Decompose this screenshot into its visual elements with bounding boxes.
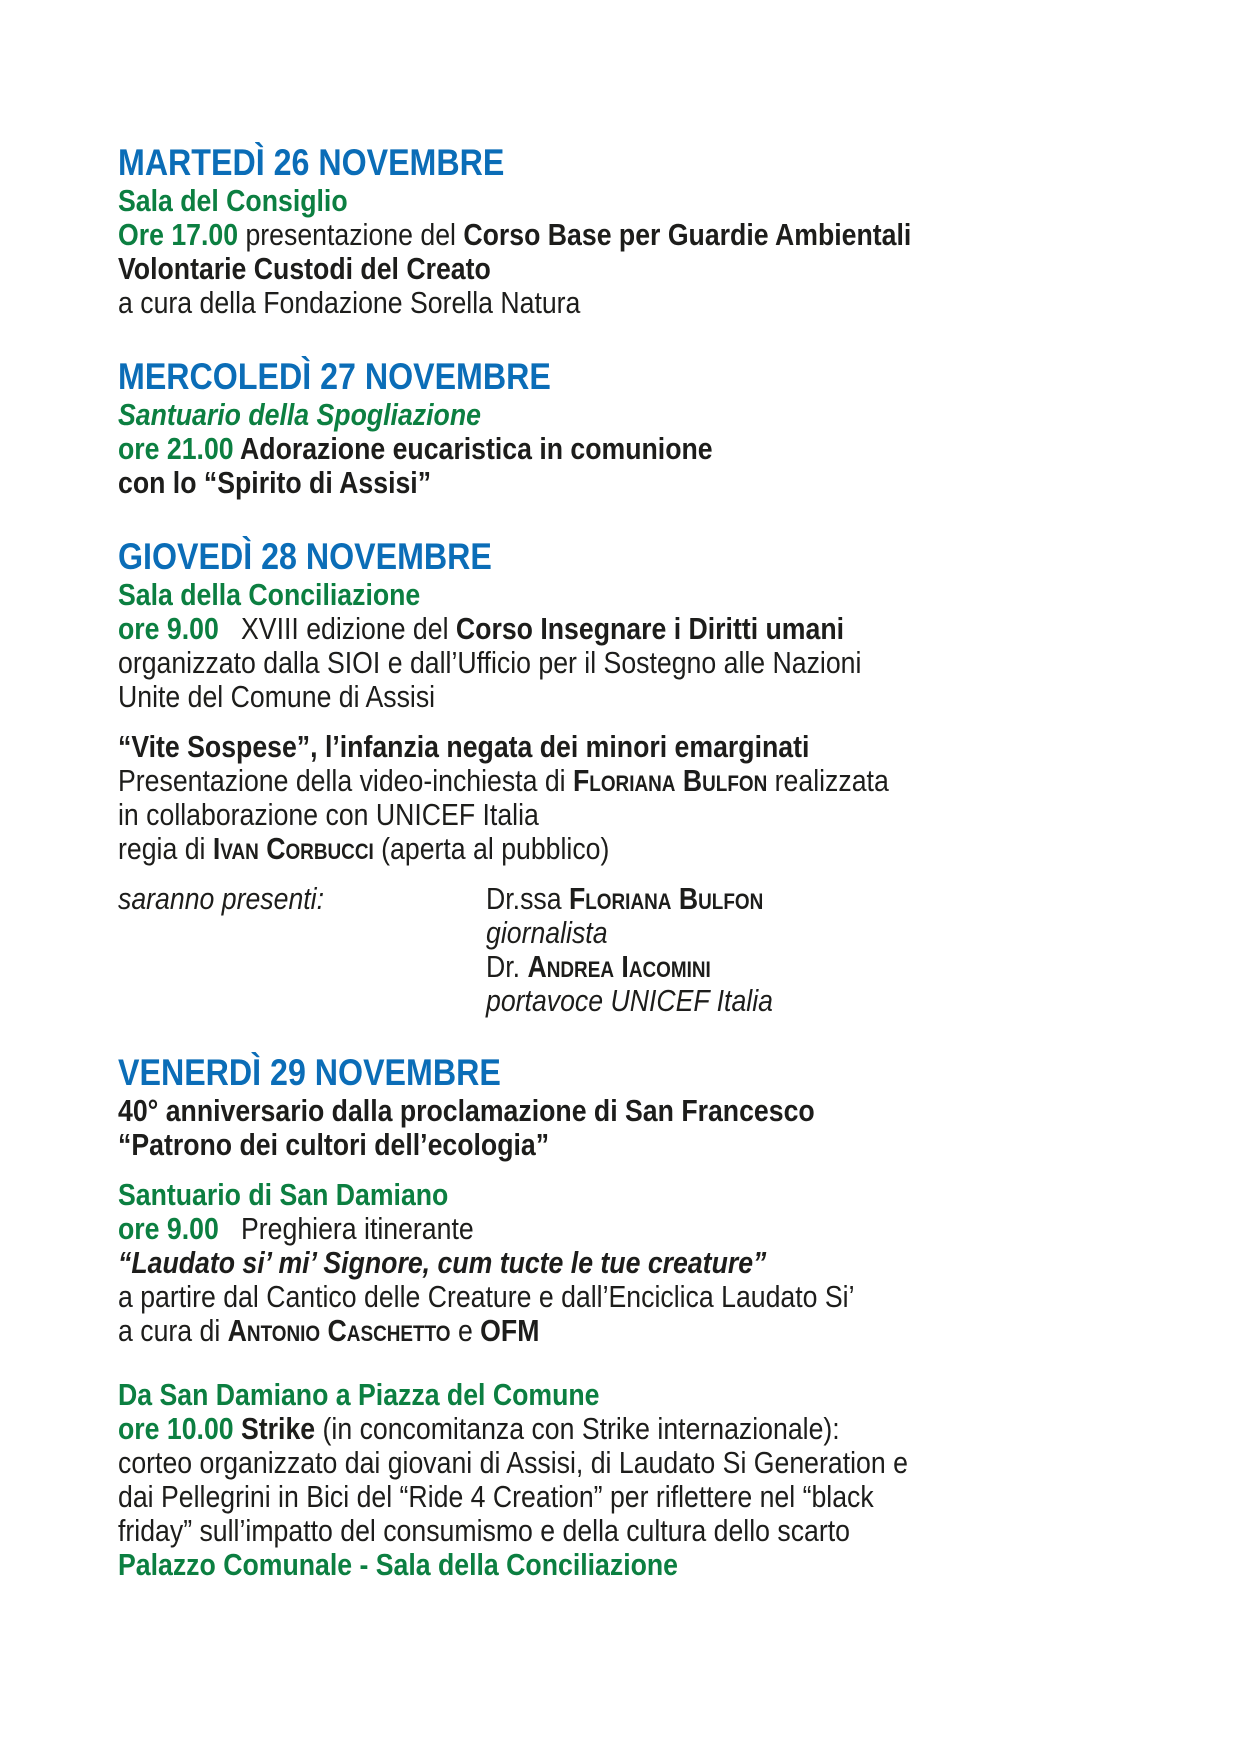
venue-label: Santuario della Spogliazione [118, 397, 481, 432]
speakers-list [486, 882, 1241, 1018]
event-time: ore 9.00 [118, 611, 219, 646]
event-time: ore 10.00 [118, 1411, 234, 1446]
event-line [118, 1212, 1184, 1246]
event-line [118, 1412, 1184, 1446]
day-section-26 [118, 142, 1178, 320]
event-time: ore 9.00 [118, 1211, 219, 1246]
venue-label: Sala della Conciliazione [118, 577, 421, 612]
speaker-prefix: Dr. [486, 949, 528, 984]
event-organizer: a cura della Fondazione Sorella Natura [118, 285, 581, 320]
person-name: Andrea Iacomini [527, 949, 711, 984]
event2-text: realizzata [767, 763, 889, 798]
event-time: Ore 17.00 [118, 217, 239, 252]
speaker-role: giornalista [486, 915, 608, 950]
event-description: friday” sull’impatto del consumismo e della cultura dello scarto [118, 1513, 850, 1548]
event2-line: in collaborazione con UNICEF Italia [118, 797, 539, 832]
event-text: presentazione del [238, 217, 464, 252]
event-quote: “Laudato si’ mi’ Signore, cum tucte le tue creature” [118, 1245, 767, 1280]
venue-label: Santuario di San Damiano [118, 1177, 449, 1212]
day-heading: VENERDÌ 29 NOVEMBRE [118, 1052, 501, 1093]
event-line [118, 218, 1184, 252]
person-name: Floriana Bulfon [572, 763, 768, 798]
event-organizer-cont: Unite del Comune di Assisi [118, 679, 436, 714]
speakers-block [118, 882, 1178, 1022]
event-line [118, 612, 1184, 646]
speakers-label: saranno presenti: [118, 881, 325, 916]
event-text: e [450, 1313, 481, 1348]
speaker-prefix: Dr.ssa [486, 881, 569, 916]
venue-label: Da San Damiano a Piazza del Comune [118, 1377, 600, 1412]
event-organizer: organizzato dalla SIOI e dall’Ufficio per il Sostegno alle Nazioni [118, 645, 862, 680]
event-text: XVIII edizione del [218, 611, 456, 646]
event-title: Corso Base per Guardie Ambientali [463, 217, 912, 252]
event-title: Corso Insegnare i Diritti umani [455, 611, 845, 646]
event-title-cont: Volontarie Custodi del Creato [118, 251, 491, 286]
event-title: Strike [233, 1411, 316, 1446]
venue-label: Sala del Consiglio [118, 183, 348, 218]
event2-text: Presentazione della video-inchiesta di [118, 763, 573, 798]
event2-text: (aperta al pubblico) [373, 831, 610, 866]
speaker-name [486, 882, 1241, 916]
day-heading: GIOVEDÌ 28 NOVEMBRE [118, 536, 492, 577]
event-description: dai Pellegrini in Bici del “Ride 4 Creation” per riflettere nel “black [118, 1479, 874, 1514]
event-title: Adorazione eucaristica in comunione [233, 431, 713, 466]
person-name: Ivan Corbucci [212, 831, 374, 866]
event-text: (in concomitanza con Strike internazionale): [315, 1411, 840, 1446]
day-subtitle: 40° anniversario dalla proclamazione di San Francesco [118, 1093, 815, 1128]
event2-title: “Vite Sospese”, l’infanzia negata dei minori emarginati [118, 729, 810, 764]
event2-text: regia di [118, 831, 213, 866]
event-title-cont: con lo “Spirito di Assisi” [118, 465, 432, 500]
venue-end-label: Palazzo Comunale - Sala della Conciliazione [118, 1547, 679, 1582]
event-description: a partire dal Cantico delle Creature e dall’Enciclica Laudato Si’ [118, 1279, 855, 1314]
event-description: corteo organizzato dai giovani di Assisi, di Laudato Si Generation e [118, 1445, 908, 1480]
day-section-29 [118, 1052, 1178, 1582]
day-heading: MARTEDÌ 26 NOVEMBRE [118, 142, 505, 183]
event-line [118, 432, 1184, 466]
person-name: Floriana Bulfon [568, 881, 764, 916]
speaker-role: portavoce UNICEF Italia [486, 983, 773, 1018]
event-organizer [118, 1314, 1184, 1348]
event2-line [118, 764, 1184, 798]
day-section-28 [118, 536, 1178, 1022]
event-text: a cura di [118, 1313, 228, 1348]
person-name: Antonio Caschetto [227, 1313, 451, 1348]
day-heading: MERCOLEDÌ 27 NOVEMBRE [118, 356, 551, 397]
organization-name: OFM [480, 1313, 540, 1348]
event-text: Preghiera itinerante [218, 1211, 474, 1246]
day-section-27 [118, 356, 1178, 500]
program-page [118, 142, 1178, 1582]
event2-line [118, 832, 1184, 866]
day-subtitle-cont: “Patrono dei cultori dell’ecologia” [118, 1127, 550, 1162]
speaker-name [486, 950, 1241, 984]
event-time: ore 21.00 [118, 431, 234, 466]
